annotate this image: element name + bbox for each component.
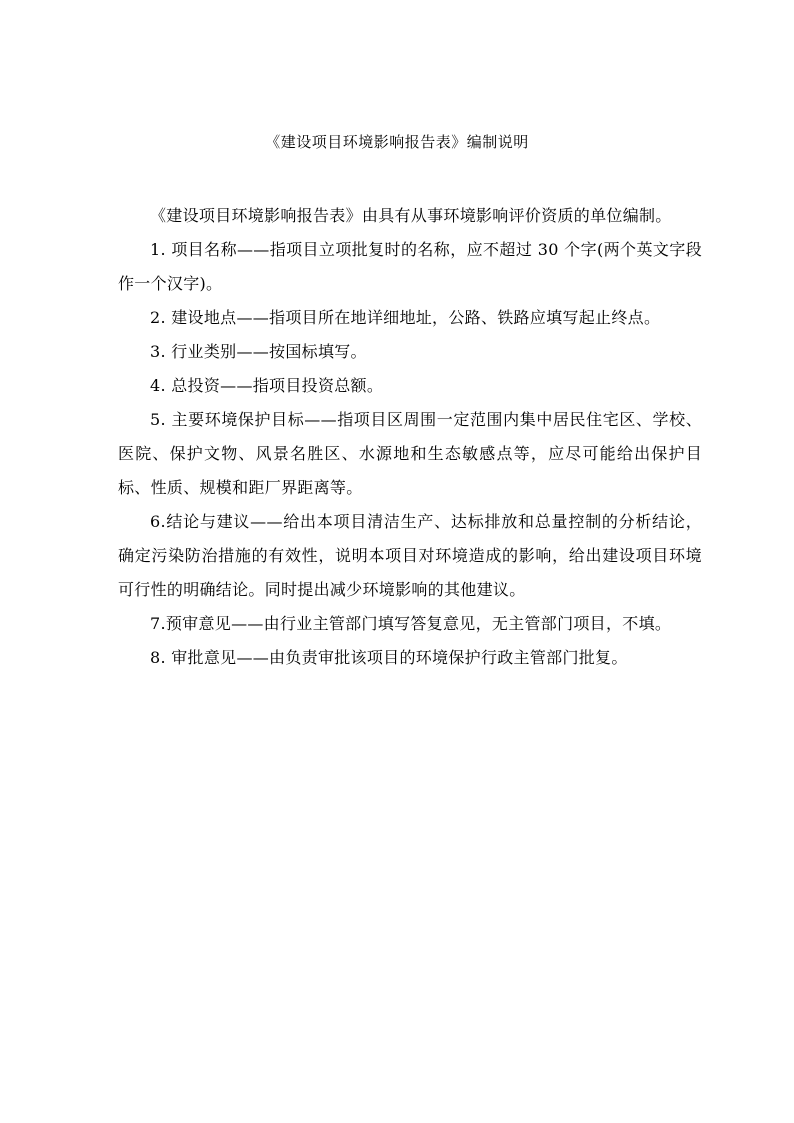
item-conclusions: 6.结论与建议——给出本项目清洁生产、达标排放和总量控制的分析结论，确定污染防治措施的有效性，说明本项目对环境造成的影响，给出建设项目环境可行性的明确结论。同时提出减少环境影响的其他建议。 xyxy=(118,512,702,599)
item-total-investment: 4. 总投资——指项目投资总额。 xyxy=(150,376,384,395)
intro-paragraph: 《建设项目环境影响报告表》由具有从事环境影响评价资质的单位编制。 xyxy=(150,206,672,225)
item-industry-category: 3. 行业类别——按国标填写。 xyxy=(150,342,367,361)
item-protection-targets: 5. 主要环境保护目标——指项目区周围一定范围内集中居民住宅区、学校、医院、保护文物、风景名胜区、水源地和生态敏感点等，应尽可能给出保护目标、性质、规模和距厂界距离等。 xyxy=(118,410,702,497)
item-construction-site: 2. 建设地点——指项目所在地详细地址，公路、铁路应填写起止终点。 xyxy=(150,308,661,327)
document-body xyxy=(118,199,702,675)
item-preliminary-review: 7.预审意见——由行业主管部门填写答复意见，无主管部门项目，不填。 xyxy=(150,614,672,633)
document-title: 《建设项目环境影响报告表》编制说明 xyxy=(265,133,529,151)
item-approval-opinion: 8. 审批意见——由负责审批该项目的环境保护行政主管部门批复。 xyxy=(150,648,628,667)
item-project-name: 1. 项目名称——指项目立项批复时的名称，应不超过 30 个字(两个英文字段作一个汉字)。 xyxy=(118,240,702,293)
